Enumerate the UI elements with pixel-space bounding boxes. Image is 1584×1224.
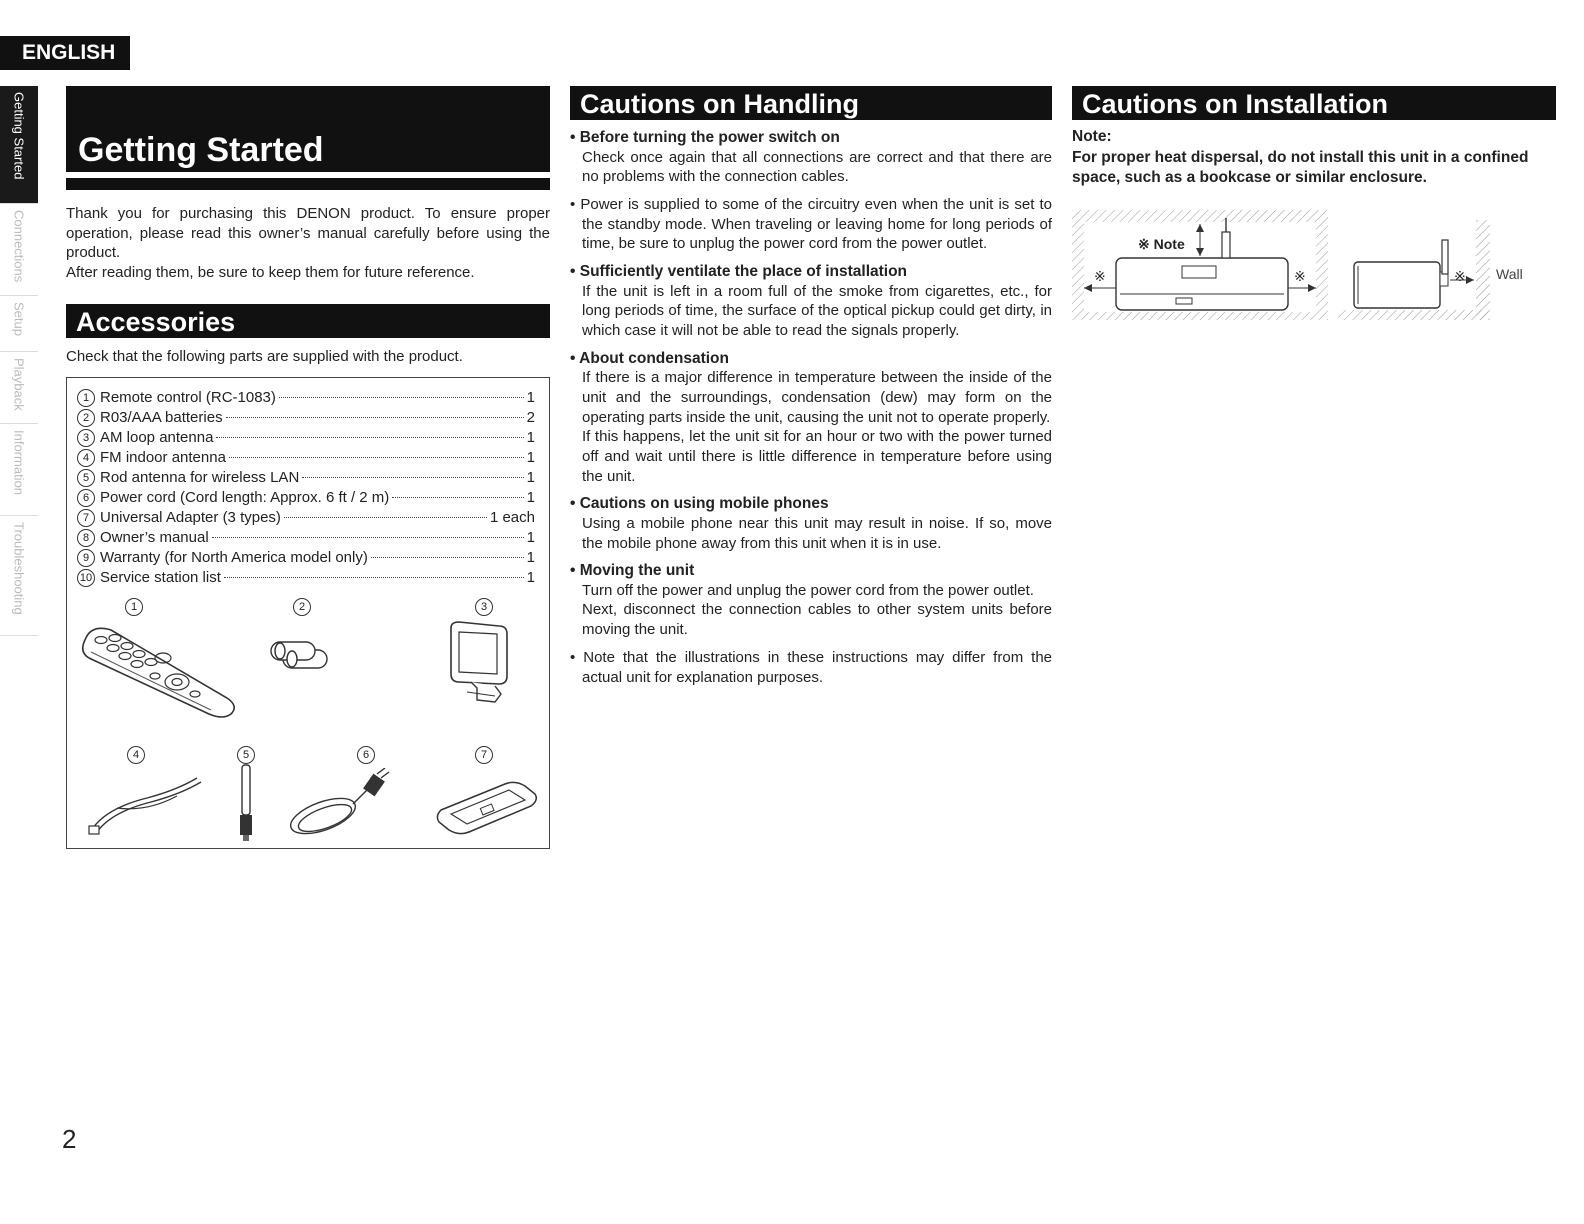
item-qty: 1 — [526, 429, 535, 446]
diagram-clearance-mark: ※ — [1454, 268, 1466, 284]
note-text: For proper heat dispersal, do not install this unit in a confined space, such as a bookcase or similar enclosure. — [1072, 149, 1529, 186]
leader-dots — [392, 497, 523, 498]
list-item — [77, 408, 535, 428]
bullet-title: • Sufficiently ventilate the place of installation — [570, 262, 1052, 282]
list-item — [77, 528, 535, 548]
bullet-title: • Before turning the power switch on — [570, 128, 1052, 148]
remote-control-illustration — [77, 618, 237, 718]
item-qty: 1 — [526, 569, 535, 586]
list-item — [77, 568, 535, 588]
getting-started-header — [66, 86, 550, 172]
caution-ventilate — [570, 262, 1052, 341]
item-number: 8 — [77, 529, 95, 547]
side-nav-label: Setup — [11, 302, 27, 336]
item-qty: 1 — [526, 549, 535, 566]
am-loop-antenna-illustration — [437, 618, 517, 708]
item-number: 10 — [77, 569, 95, 587]
intro-text-1: Thank you for purchasing this DENON product. To ensure proper operation, please read this owner’s manual carefully before using the product. — [66, 205, 550, 261]
column-cautions-handling — [570, 86, 1052, 687]
side-nav-playback[interactable] — [0, 352, 38, 424]
accessories-intro: Check that the following parts are supplied with the product. — [66, 348, 463, 365]
item-qty: 1 each — [489, 509, 535, 526]
item-number: 9 — [77, 549, 95, 567]
item-number: 2 — [77, 409, 95, 427]
column-cautions-installation — [1072, 86, 1556, 330]
bullet-title: • About condensation — [570, 349, 1052, 369]
side-nav-troubleshooting[interactable] — [0, 516, 38, 636]
side-nav-connections[interactable] — [0, 204, 38, 296]
bullet-text: If there is a major difference in temperature between the inside of the unit and the surroundings, condensation (dew) may form on the operating parts inside the unit, causing the unit not to operate properly. — [582, 369, 1052, 426]
illustration-number: 7 — [475, 746, 493, 764]
item-name: Owner’s manual — [100, 529, 209, 546]
power-cord-illustration — [283, 768, 393, 843]
item-qty: 2 — [526, 409, 535, 426]
fm-indoor-antenna-illustration — [87, 768, 207, 838]
side-nav-label: Information — [11, 430, 27, 496]
caution-power-switch — [570, 128, 1052, 187]
item-qty: 1 — [526, 449, 535, 466]
item-name: AM loop antenna — [100, 429, 214, 446]
cautions-handling-title: Cautions on Handling — [570, 86, 1052, 120]
batteries-illustration — [263, 636, 333, 676]
caution-illustrations: • Note that the illustrations in these instructions may differ from the actual unit for explanation purposes. — [570, 648, 1052, 687]
bullet-title: • Cautions on using mobile phones — [570, 494, 1052, 514]
leader-dots — [212, 537, 524, 538]
leader-dots — [229, 457, 524, 458]
side-nav-label: Connections — [11, 210, 27, 283]
illustration-number: 1 — [125, 598, 143, 616]
side-nav-getting-started[interactable] — [0, 86, 38, 204]
illustration-number: 2 — [293, 598, 311, 616]
intro-text-2: After reading them, be sure to keep them for future reference. — [66, 263, 475, 281]
item-name: Service station list — [100, 569, 221, 586]
header-bar — [66, 178, 550, 190]
caution-condensation — [570, 349, 1052, 487]
item-name: R03/AAA batteries — [100, 409, 223, 426]
bullet-text: Turn off the power and unplug the power cord from the power outlet. — [582, 581, 1034, 599]
item-qty: 1 — [526, 469, 535, 486]
bullet-title: • Moving the unit — [570, 561, 1052, 581]
language-tab: ENGLISH — [0, 36, 130, 70]
list-item — [77, 388, 535, 408]
diagram-clearance-mark: ※ — [1094, 268, 1106, 284]
bullet-text: If the unit is left in a room full of the smoke from cigarettes, etc., for long periods of time, the surface of the optical pickup could get dirty, in which case it will not be able to read the signals properly. — [582, 282, 1052, 339]
intro-paragraph — [66, 204, 550, 282]
item-name: Power cord (Cord length: Approx. 6 ft / 2 m) — [100, 489, 390, 506]
getting-started-title: Getting Started — [78, 131, 324, 169]
caution-mobile-phones — [570, 494, 1052, 553]
list-item — [77, 468, 535, 488]
item-number: 6 — [77, 489, 95, 507]
caution-moving — [570, 561, 1052, 640]
leader-dots — [302, 477, 523, 478]
item-number: 7 — [77, 509, 95, 527]
leader-dots — [284, 517, 487, 518]
item-qty: 1 — [526, 529, 535, 546]
side-nav-label: Troubleshooting — [11, 522, 27, 615]
item-name: Remote control (RC-1083) — [100, 389, 276, 406]
side-nav-setup[interactable] — [0, 296, 38, 352]
leader-dots — [226, 417, 524, 418]
side-nav-label: Getting Started — [11, 92, 27, 180]
accessories-box — [66, 377, 550, 849]
illustration-number: 4 — [127, 746, 145, 764]
list-item — [77, 448, 535, 468]
item-number: 1 — [77, 389, 95, 407]
caution-standby: • Power is supplied to some of the circuitry even when the unit is set to the standby mode. When traveling or leaving home for long periods of time, be sure to unplug the power cord from the power outlet. — [570, 195, 1052, 254]
item-number: 3 — [77, 429, 95, 447]
item-name: Universal Adapter (3 types) — [100, 509, 281, 526]
diagram-note-label: ※ Note — [1138, 236, 1185, 252]
leader-dots — [371, 557, 524, 558]
list-item — [77, 488, 535, 508]
item-name: FM indoor antenna — [100, 449, 226, 466]
list-item — [77, 548, 535, 568]
illustration-number: 3 — [475, 598, 493, 616]
illustration-number: 6 — [357, 746, 375, 764]
illustration-number: 5 — [237, 746, 255, 764]
bullet-text: Check once again that all connections are correct and that there are no problems with the connection cables. — [582, 148, 1052, 186]
bullet-text: If this happens, let the unit sit for an hour or two with the power turned off and wait until there is little difference in temperature before using the unit. — [582, 428, 1052, 485]
column-getting-started — [66, 86, 550, 849]
installation-diagram — [1072, 210, 1556, 330]
leader-dots — [279, 397, 524, 398]
side-nav-label: Playback — [11, 358, 27, 411]
accessories-title: Accessories — [66, 304, 550, 338]
item-name: Rod antenna for wireless LAN — [100, 469, 300, 486]
installation-diagram-drawing — [1072, 210, 1512, 330]
wall-label: Wall — [1496, 266, 1523, 282]
item-qty: 1 — [526, 489, 535, 506]
side-nav-information[interactable] — [0, 424, 38, 516]
page-number: 2 — [62, 1124, 77, 1154]
bullet-text: Using a mobile phone near this unit may result in noise. If so, move the mobile phone away from this unit when it is in use. — [582, 514, 1052, 552]
item-name: Warranty (for North America model only) — [100, 549, 368, 566]
item-number: 5 — [77, 469, 95, 487]
list-item — [77, 508, 535, 528]
cautions-installation-title: Cautions on Installation — [1072, 86, 1556, 120]
side-nav — [0, 86, 38, 646]
item-number: 4 — [77, 449, 95, 467]
leader-dots — [224, 577, 524, 578]
rod-antenna-illustration — [235, 763, 257, 843]
leader-dots — [216, 437, 523, 438]
bullet-text: Next, disconnect the connection cables to other system units before moving the unit. — [582, 601, 1052, 639]
diagram-clearance-mark: ※ — [1294, 268, 1306, 284]
list-item — [77, 428, 535, 448]
universal-adapter-illustration — [435, 778, 539, 838]
note-label: Note: — [1072, 128, 1112, 145]
item-qty: 1 — [526, 389, 535, 406]
